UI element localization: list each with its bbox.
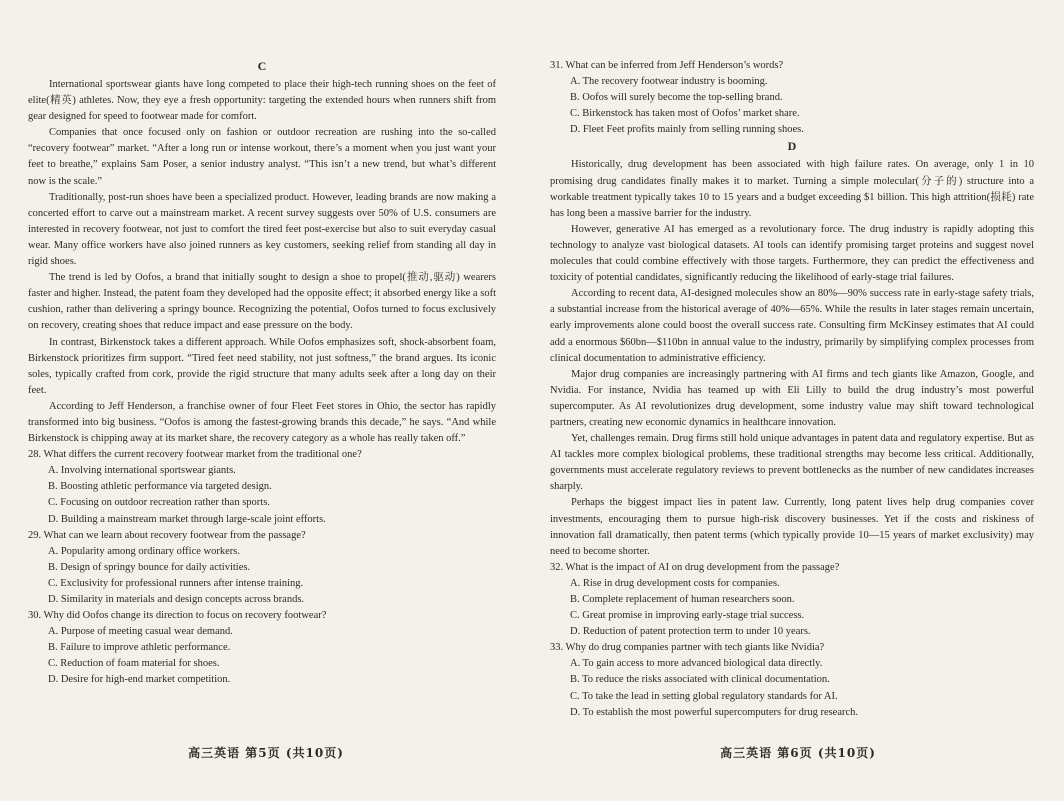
page-footer-right: 高三英语 第6页 (共10页) [720, 746, 876, 760]
question-28-option-a: A. Involving international sportswear giants. [48, 465, 236, 477]
question-28-option-d: D. Building a mainstream market through large-scale joint efforts. [48, 513, 326, 525]
question-30-option-a: A. Purpose of meeting casual wear demand. [48, 626, 233, 638]
question-29-option-a: A. Popularity among ordinary office workers. [48, 545, 240, 557]
section-c-title: C [257, 59, 267, 73]
question-31-option-b: B. Oofos will surely become the top-selling brand. [570, 92, 783, 104]
question-29-option-d: D. Similarity in materials and design concepts across brands. [48, 594, 305, 605]
question-31-option-c: C. Birkenstock has taken most of Oofos’ market share. [570, 108, 800, 120]
question-33-option-c: C. To take the lead in setting global regulatory standards for AI. [570, 690, 838, 702]
question-28-option-b: B. Boosting athletic performance via targeted design. [48, 481, 272, 493]
question-32-option-b: B. Complete replacement of human researchers soon. [570, 594, 795, 605]
passage-c-paragraph: According to Jeff Henderson, a franchise owner of four Fleet Feet stores in Ohio, the sector has rapidly transformed into big business. “Oofos is among the fastest-growing brands this decade,” he says. “And while Birkenstock is chipping away at its market share, the recovery category as a whole has really taken off.” [28, 400, 496, 445]
passage-c-paragraph: Companies that once focused only on fashion or outdoor recreation are rushing into the so-called “recovery footwear” market. “After a long run or intense workout, there’s a moment when you just want your feet to breathe,” explains Sam Poser, a senior industry analyst. “This isn’t a new trend, but what’s different now is the scale.” [28, 127, 496, 187]
passage-d-paragraph: Yet, challenges remain. Drug firms still hold unique advantages in patent data and regulatory expertise. But as AI tackles more complex biological problems, these traditional strengths may become less critical. Additionally, governments must accelerate regulatory reviews to prevent bottlenecks as the number of new candidates increases sharply. [550, 433, 1034, 493]
passage-d-paragraph: Major drug companies are increasingly partnering with AI firms and tech giants like Amazon, Google, and Nvidia. For instance, Nvidia has teamed up with Eli Lilly to build the drug industry’s most powerful supercomputer. As AI revolutionizes drug development, some industry value may shift toward technological partners, creating new economic dynamics in healthcare innovation. [550, 368, 1034, 428]
right-page [532, 0, 1064, 801]
question-32-option-d: D. Reduction of patent protection term to under 10 years. [570, 626, 811, 638]
question-33-option-a: A. To gain access to more advanced biological data directly. [570, 658, 823, 670]
left-column [28, 58, 496, 689]
passage-d-paragraph: However, generative AI has emerged as a revolutionary force. The drug industry is rapidly adopting this technology to analyze vast biological datasets. AI tools can identify promising target proteins and suggest novel molecules that could combine effectively with those targets. Furthermore, they can predict the effectiveness and toxicity of potential candidates, significantly reducing the likelihood of early-stage trial failures. [550, 223, 1034, 284]
passage-c-paragraph: Traditionally, post-run shoes have been a specialized product. However, leading brands are now making a concerted effort to carve out a mainstream market. A recent survey suggests over 50% of U.S. consumers are interested in recovery footwear, not just to comfort the tired feet post-exercise but also to suit everyday casual wear. Many office workers have also joined runners as key customers, seeking relief from standing all day in rigid shoes. [28, 191, 496, 268]
question-31-option-d: D. Fleet Feet profits mainly from selling running shoes. [570, 124, 804, 136]
question-29-stem: 29. What can we learn about recovery footwear from the passage? [28, 529, 306, 541]
page-footer-left: 高三英语 第5页 (共10页) [188, 746, 344, 760]
question-32-stem: 32. What is the impact of AI on drug development from the passage? [550, 561, 840, 573]
passage-d-paragraph: Historically, drug development has been associated with high failure rates. On average, only 1 in 10 promising drug candidates finally makes it to market. Turning a simple molecular(分子的) structure into a workable treatment typically takes 10 to 15 years and a budget exceeding $1 billion. This high attrition(损耗) rate has long been a massive barrier for the industry. [550, 159, 1034, 219]
passage-c-paragraph: In contrast, Birkenstock takes a different approach. While Oofos emphasizes soft, shock-absorbent foam, Birkenstock prioritizes firm support. “Tired feet need stability, not just softness,” the brand argues. Its iconic soles, typically crafted from cork, provide the rigid structure that many adults seek after a long day on their feet. [28, 336, 496, 396]
passage-d-paragraph: Perhaps the biggest impact lies in patent law. Currently, long patent lives help drug companies cover investments, encouraging them to pursue high-risk discovery businesses. Yet if the costs and riskiness of innovation fall dramatically, then patent terms (which typically provide 10—15 years of market exclusivity) may need to become shorter. [550, 497, 1034, 557]
question-31-option-a: A. The recovery footwear industry is booming. [570, 76, 768, 88]
question-28-option-c: C. Focusing on outdoor recreation rather than sports. [48, 497, 270, 509]
question-32-option-c: C. Great promise in improving early-stage trial success. [570, 610, 805, 622]
question-28-stem: 28. What differs the current recovery footwear market from the traditional one? [28, 449, 362, 461]
passage-c-paragraph: The trend is led by Oofos, a brand that initially sought to design a shoe to propel(推动,驱动) wearers faster and higher. Instead, the patent foam they developed had the opposite effect; it absorbed energy like a soft cushion, rather than delivering a springy bounce. Recognizing the potential, Oofos turned to focus exclusively on recovery, creating shoes that reduce impact and ease pressure on the body. [28, 272, 496, 332]
question-30-stem: 30. Why did Oofos change its direction to focus on recovery footwear? [28, 610, 327, 622]
question-33-stem: 33. Why do drug companies partner with tech giants like Nvidia? [550, 642, 825, 654]
section-d-title: D [787, 139, 797, 154]
question-33-option-d: D. To establish the most powerful supercomputers for drug research. [570, 706, 859, 718]
question-30-option-d: D. Desire for high-end market competition. [48, 674, 231, 686]
right-column [550, 58, 1034, 721]
question-29-option-b: B. Design of springy bounce for daily activities. [48, 561, 251, 573]
question-30-option-b: B. Failure to improve athletic performance. [48, 642, 231, 654]
question-29-option-c: C. Exclusivity for professional runners after intense training. [48, 577, 304, 589]
question-30-option-c: C. Reduction of foam material for shoes. [48, 658, 220, 670]
passage-d-paragraph: According to recent data, AI-designed molecules show an 80%—90% success rate in early-stage safety trials, a substantial increase from the historical average of 40%—65%. While the results in later stages remain uncertain, early improvements alone could boost the overall success rate. Consulting firm McKinsey estimates that AI could add a enormous $60bn—$110bn in annual value to the industry, primarily by simplifying complex processes from clinical documentation to administrative efficiency. [550, 288, 1034, 364]
passage-c-paragraph: International sportswear giants have long competed to place their high-tech running shoes on the feet of elite(精英) athletes. Now, they eye a fresh opportunity: targeting the extended hours when runners shift from gear designed for speed to footwear made for comfort. [28, 79, 496, 123]
question-33-option-b: B. To reduce the risks associated with clinical documentation. [570, 674, 830, 686]
question-31-stem: 31. What can be inferred from Jeff Henderson’s words? [550, 60, 784, 71]
question-32-option-a: A. Rise in drug development costs for companies. [570, 577, 780, 589]
